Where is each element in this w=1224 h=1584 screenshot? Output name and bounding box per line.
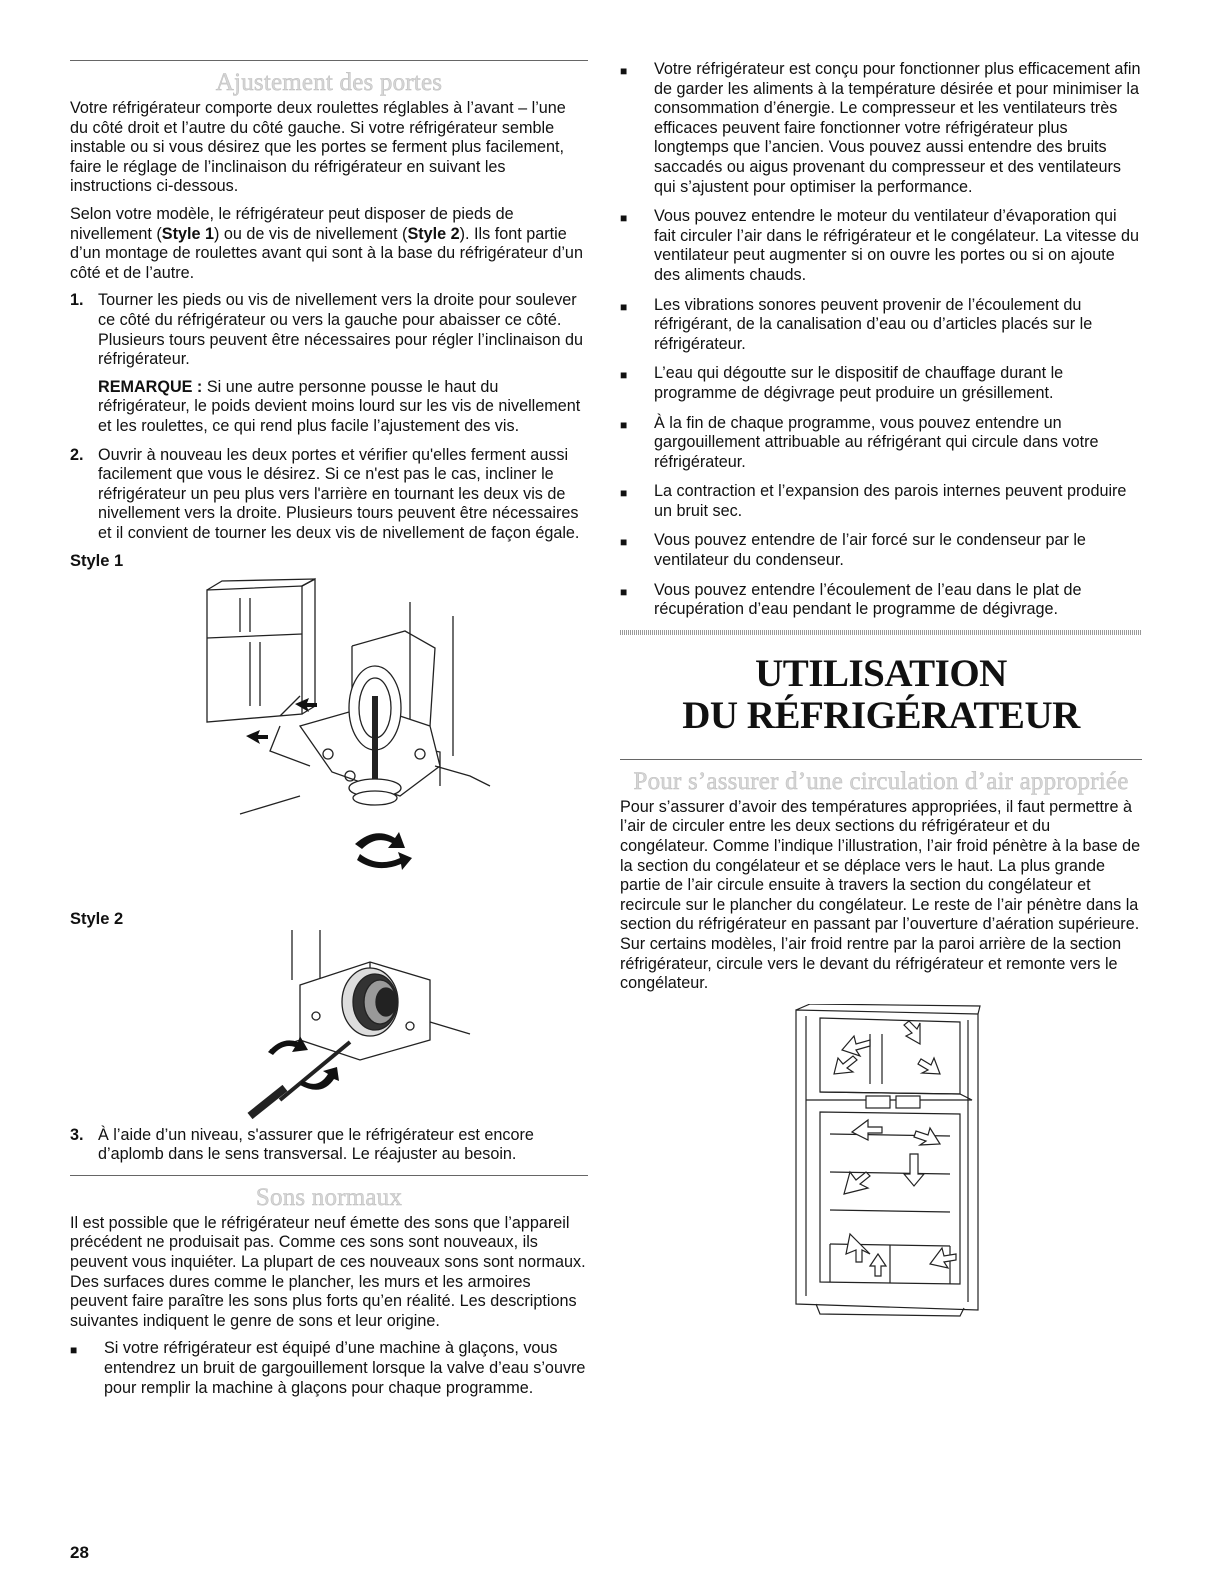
step-number: 2.: [70, 445, 84, 464]
list-item: [620, 482, 1142, 521]
section-title-air: Pour s’assurer d’une circulation d’air appropriée: [633, 767, 1129, 795]
style1-label: Style 1: [70, 552, 124, 571]
list-item-text: Vous pouvez entendre de l’air forcé sur le condenseur par le ventilateur du condenseur.: [654, 531, 1086, 570]
step-text: Ouvrir à nouveau les deux portes et vérifier qu'elles ferment aussi facilement que vous le désirez. Si ce n'est pas le cas, incliner le réfrigérateur un peu plus vers l'arrière en tournant les deux vis de nivellement vers la droite. Plusieurs tours peuvent être nécessaires et il convient de tourner les deux vis de nivellement de façon égale.: [98, 445, 580, 542]
list-item-text: La contraction et l’expansion des parois internes peuvent produire un bruit sec.: [654, 482, 1127, 520]
text: ). Ils font partie d’un montage de roulettes avant qui sont à la base du réfrigérateur d’un côté et de l’autre.: [70, 224, 583, 282]
chapter-title: [620, 653, 1142, 737]
bullet-icon: ■: [620, 486, 628, 501]
chapter-title-line1: UTILISATION: [755, 651, 1007, 695]
bullet-icon: ■: [620, 64, 628, 78]
air-paragraph: Pour s’assurer d’avoir des températures appropriées, il faut permettre à l’air de circuler entre les deux sections du réfrigérateur et du congélateur. Comme l’indique l’illustration, l’air froid pénètre à la base de la section du congélateur et se déplace vers le haut. La plus grande partie de l’air circule ensuite à travers la section du congélateur et recircule sur le plancher du congélateur. Le reste de l’air pénètre dans la section du réfrigérateur en passant par l’ouverture d’aération supérieure. Sur certains modèles, l’air froid rentre par la paroi arrière de la section réfrigérateur, circule vers le devant du réfrigérateur et remonte vers le congélateur.: [620, 797, 1141, 993]
adjust-styles-paragraph: [70, 205, 588, 283]
style2-label: Style 2: [70, 910, 124, 929]
list-item: [620, 364, 1142, 403]
list-item: [620, 414, 1142, 473]
section-rule: [70, 60, 588, 61]
section-title-adjust: Ajustement des portes: [215, 69, 443, 96]
list-item: [70, 1339, 588, 1398]
list-item: [620, 531, 1142, 570]
list-item: [620, 581, 1142, 620]
section-title-sounds: Sons normaux: [255, 1183, 403, 1211]
step-text: À l’aide d’un niveau, s'assurer que le réfrigérateur est encore d’aplomb dans le sens transversal. Le réajuster au besoin.: [98, 1125, 534, 1164]
chapter-divider: [620, 630, 1142, 635]
chapter-title-line2: DU RÉFRIGÉRATEUR: [682, 693, 1080, 737]
bullet-icon: ■: [620, 417, 628, 432]
step-1: [70, 291, 588, 436]
bullet-icon: ■: [620, 535, 628, 550]
step-3: [70, 1126, 588, 1165]
page-number: 28: [70, 1543, 89, 1562]
step-number: 3.: [70, 1125, 84, 1144]
list-item-text: L’eau qui dégoutte sur le dispositif de chauffage durant le programme de dégivrage peut produire un grésillement.: [654, 364, 1064, 402]
list-item-text: Vous pouvez entendre l’écoulement de l’eau dans le plat de récupération d’eau pendant le programme de dégivrage.: [654, 580, 1082, 619]
text: ) ou de vis de nivellement (: [213, 224, 408, 243]
note-text: Si une autre personne pousse le haut du réfrigérateur, le poids devient moins lourd sur les vis de nivellement et les roulettes, ce qui rend plus facile l’ajustement des vis.: [98, 377, 581, 435]
bullet-icon: ■: [620, 584, 628, 599]
left-column: [70, 60, 588, 1408]
style2-ref: Style 2: [407, 224, 460, 243]
step-number: 1.: [70, 291, 84, 310]
bullet-icon: ■: [620, 211, 628, 226]
note-label: REMARQUE :: [98, 377, 203, 396]
style1-ref: Style 1: [161, 224, 214, 243]
list-item-text: Si votre réfrigérateur est équipé d’une machine à glaçons, vous entendrez un bruit de gargouillement lorsque la valve d’eau s’ouvre pour remplir la machine à glaçons pour chaque programme.: [104, 1339, 586, 1397]
list-item-text: Vous pouvez entendre le moteur du ventilateur d’évaporation qui fait circuler l’air dans le réfrigérateur et le congélateur. La vitesse du ventilateur peut augmenter si on ouvre les portes ou si on ajoute des aliments chauds.: [654, 207, 1139, 284]
list-item-text: À la fin de chaque programme, vous pouvez entendre un gargouillement attribuable au réfrigérant qui circule dans votre réfrigérateur.: [654, 413, 1099, 471]
section-rule: [620, 759, 1142, 760]
style2-leveling-screw-illustration: [70, 930, 588, 1120]
bullet-icon: ■: [620, 299, 628, 314]
style1-leveling-leg-illustration: [70, 576, 588, 906]
bullet-icon: ■: [620, 368, 628, 383]
list-item: [620, 60, 1142, 197]
list-item: [620, 207, 1142, 285]
list-item-text: Votre réfrigérateur est conçu pour fonctionner plus efficacement afin de garder les aliments à la température désirée et pour minimiser la consommation d’énergie. Le compresseur et les ventilateurs très efficaces peuvent faire fonctionner votre réfrigérateur plus longtemps que l’ancien. Vous pouvez aussi entendre des bruits saccadés ou aigus provenant du compresseur et des ventilateurs qui s’ajustent pour optimiser la performance.: [654, 60, 1141, 196]
step-2: [70, 446, 588, 544]
list-item-text: Les vibrations sonores peuvent provenir de l’écoulement du réfrigérant, de la canalisation d’eau ou d’articles placés sur le réfrigérateur.: [654, 295, 1093, 353]
list-item: [620, 296, 1142, 355]
text: Selon votre modèle, le réfrigérateur peut disposer de pieds de nivellement (: [70, 204, 514, 243]
right-column: [620, 60, 1142, 1334]
bullet-icon: ■: [70, 1343, 78, 1358]
air-circulation-illustration: [620, 1004, 1142, 1334]
step-text: Tourner les pieds ou vis de nivellement vers la droite pour soulever ce côté du réfrigérateur ou vers la gauche pour abaisser ce côté. Plusieurs tours peuvent être nécessaires pour régler l’inclinaison du réfrigérateur.: [98, 291, 583, 369]
adjust-intro: Votre réfrigérateur comporte deux roulettes réglables à l’avant – l’une du côté droit et l’autre du côté gauche. Si votre réfrigérateur semble instable ou si vous désirez que les portes se ferment plus facilement, faire le réglage de l’inclinaison du réfrigérateur en suivant les instructions ci-dessous.: [70, 99, 566, 196]
note: [98, 378, 588, 437]
sounds-intro: Il est possible que le réfrigérateur neuf émette des sons que l’appareil précédent ne produisait pas. Comme ces sons sont nouveaux, ils peuvent vous inquiéter. La plupart de ces nouveaux sons sont normaux. Des surfaces dures comme le plancher, les murs et les armoires peuvent faire paraître les sons plus forts qu’en réalité. Les descriptions suivantes indiquent le genre de sons et leur origine.: [70, 1213, 586, 1330]
section-rule: [70, 1175, 588, 1176]
